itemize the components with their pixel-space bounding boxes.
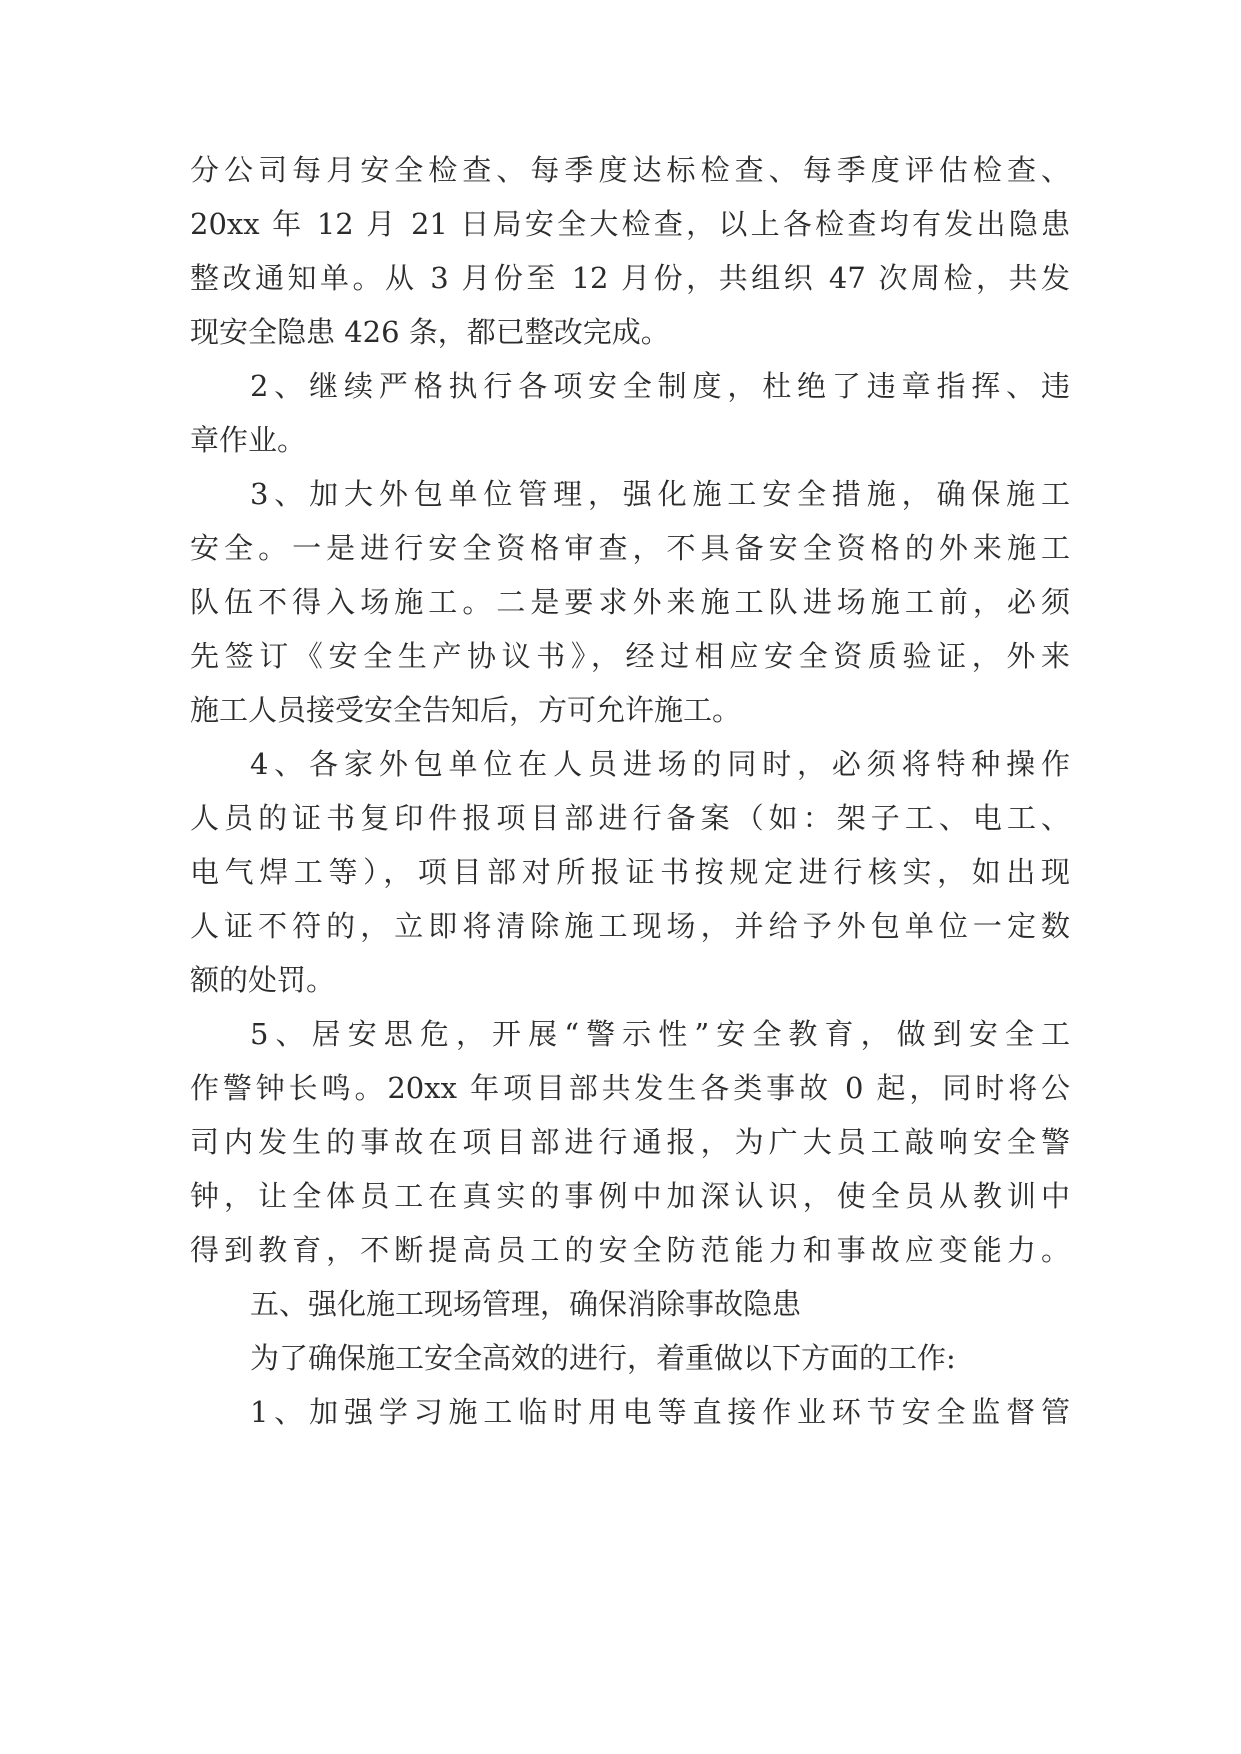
text-line: 安全。一是进行安全资格审查，不具备安全资格的外来施工 <box>190 531 1070 565</box>
section-heading: 五、强化施工现场管理，确保消除事故隐患 <box>250 1287 802 1321</box>
text-line: 现安全隐患 426 条，都已整改完成。 <box>190 315 670 349</box>
text-line: 得到教育，不断提高员工的安全防范能力和事故应变能力。 <box>190 1233 1070 1267</box>
text-line: 钟，让全体员工在真实的事例中加深认识，使全员从教训中 <box>190 1179 1070 1213</box>
text-line: 2、继续严格执行各项安全制度，杜绝了违章指挥、违 <box>250 369 1070 403</box>
text-line: 为了确保施工安全高效的进行，着重做以下方面的工作: <box>250 1341 956 1375</box>
text-line: 司内发生的事故在项目部进行通报，为广大员工敲响安全警 <box>190 1125 1070 1159</box>
text-line: 施工人员接受安全告知后，方可允许施工。 <box>190 693 742 727</box>
text-line: 电气焊工等），项目部对所报证书按规定进行核实，如出现 <box>190 855 1070 889</box>
text-line: 额的处罚。 <box>190 963 336 997</box>
text-line: 先签订《安全生产协议书》，经过相应安全资质验证，外来 <box>190 639 1070 673</box>
text-line: 整改通知单。从 3 月份至 12 月份，共组织 47 次周检，共发 <box>190 261 1070 295</box>
text-line: 队伍不得入场施工。二是要求外来施工队进场施工前，必须 <box>190 585 1070 619</box>
text-line: 4、各家外包单位在人员进场的同时，必须将特种操作 <box>250 747 1070 781</box>
text-line: 20xx 年 12 月 21 日局安全大检查，以上各检查均有发出隐患 <box>190 207 1070 241</box>
text-line: 人员的证书复印件报项目部进行备案（如：架子工、电工、 <box>190 801 1070 835</box>
text-line: 章作业。 <box>190 423 307 457</box>
text-line: 分公司每月安全检查、每季度达标检查、每季度评估检查、 <box>190 153 1070 187</box>
text-line: 1、加强学习施工临时用电等直接作业环节安全监督管 <box>250 1395 1070 1429</box>
text-line: 人证不符的，立即将清除施工现场，并给予外包单位一定数 <box>190 909 1070 943</box>
text-line: 5、居安思危，开展“警示性”安全教育，做到安全工 <box>250 1017 1070 1051</box>
text-line: 3、加大外包单位管理，强化施工安全措施，确保施工 <box>250 477 1070 511</box>
text-line: 作警钟长鸣。20xx 年项目部共发生各类事故 0 起，同时将公 <box>190 1071 1070 1105</box>
